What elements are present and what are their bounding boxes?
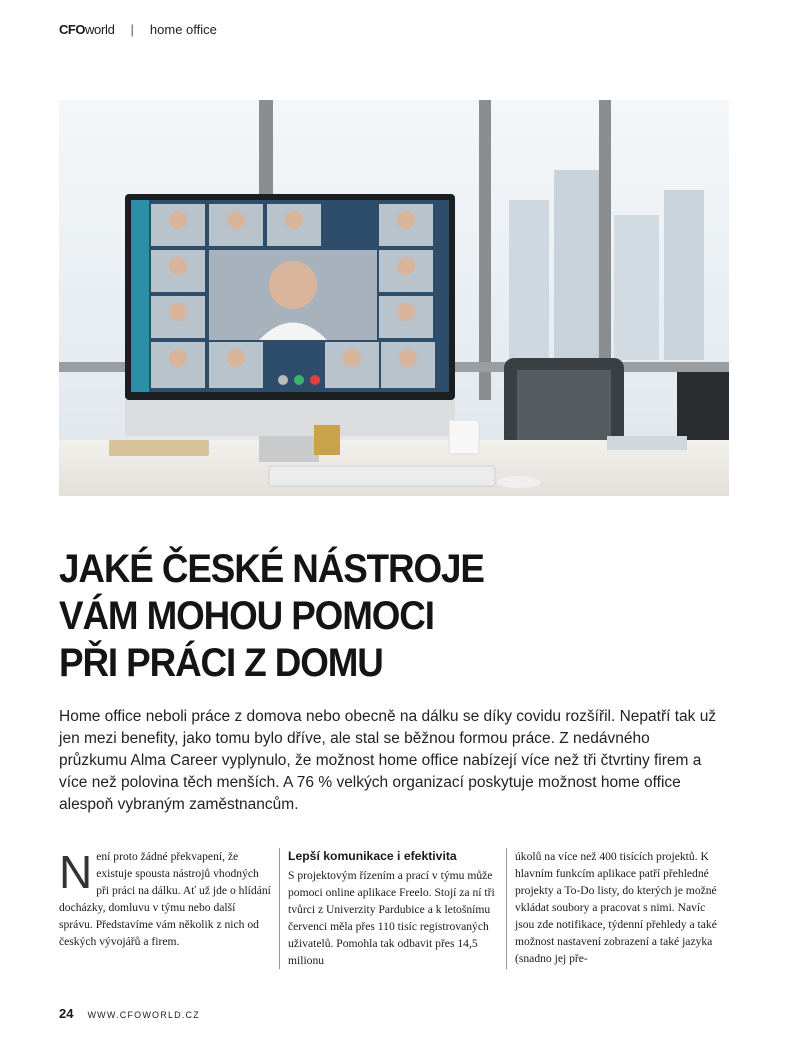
page-header xyxy=(59,22,217,37)
video-call-monitor-photo xyxy=(59,100,729,496)
section-label: home office xyxy=(149,22,217,37)
title-line: VÁM MOHOU POMOCI xyxy=(59,594,434,638)
column-3-text: úkolů na více než 400 tisících projektů. K hlavním funkcím aplikace patří přehledné projekty a To-Do listy, do kterých je možné vkládat soubory a pracovat s nimi. Navíc jsou zde notifikace, týdenní přehledy a také možnost nastavení zobrazení a také jazyka (snadno jej pře- xyxy=(515,850,717,965)
title-line: PŘI PRÁCI Z DOMU xyxy=(59,641,383,685)
header-separator: | xyxy=(130,22,134,37)
column-3 xyxy=(506,848,725,969)
page-footer xyxy=(59,1006,200,1021)
column-2-text: S projektovým řízením a prací v týmu může pomoci online aplikace Freelo. Stojí za ní tři tvůrci z Univerzity Pardubice a k letošnímu červenci měla přes 110 tisíc registrovaných uživatelů. Pomohla tak odbavit přes 14,5 milionu xyxy=(288,869,495,967)
hero-photo xyxy=(59,100,729,496)
article-body xyxy=(59,848,729,969)
column-2-heading: Lepší komunikace i efektivita xyxy=(288,849,457,863)
brand-logo-light: world xyxy=(84,22,115,37)
footer-website: WWW.CFOWORLD.CZ xyxy=(87,1010,200,1020)
article-title xyxy=(59,546,484,687)
page-number: 24 xyxy=(59,1006,74,1021)
drop-cap: N xyxy=(59,846,93,898)
column-2 xyxy=(279,848,506,969)
column-1 xyxy=(59,848,279,969)
article-lead: Home office neboli práce z domova nebo obecně na dálku se díky covidu rozšířil. Nepatří tak už jen mezi benefity, jako tomu bylo dříve, ale stal se běžnou formou práce. Z nedávného průzkumu Alma Career vyplynulo, že možnost home office nabízejí více než tři čtvrtiny firem a více než polovina těch menších. A 76 % velkých organizací poskytuje možnost home office alespoň vybraným zaměstnancům. xyxy=(59,708,717,813)
title-line: JAKÉ ČESKÉ NÁSTROJE xyxy=(59,547,484,591)
column-1-text: ení proto žádné překvapení, že existuje spousta nástrojů vhodných při práci na dálku. Ať už jde o hlídání docházky, domluvu v týmu nebo další správu. Představíme vám několik z nich od českých vývojářů a firem. xyxy=(59,850,271,948)
brand-logo-strong: CFO xyxy=(59,22,85,37)
